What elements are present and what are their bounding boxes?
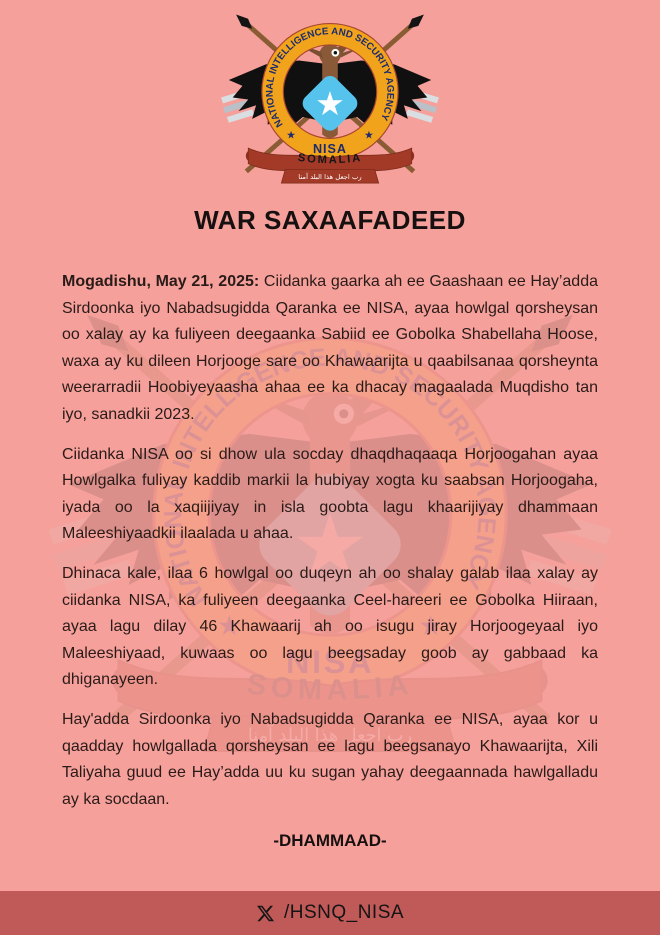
paragraph-text: Ciidanka gaarka ah ee Gaashaan ee Hay’adda Sirdoonka iyo Nabadsugidda Qaranka ee NISA, ayaa howlgal qorsheysan oo xalay ay ka fuliyeen deegaanka Sabiid ee Gobolka Shabellaha Hoose, waxa ay ku dileen Horjooge sare oo Khawaarijta u qaabilsanaa qorsheynta weerarradii Hoobiyeyaasha ahaa ee ka dhacay magaalada Muqdisho tan iyo, sanadkii 2023. xyxy=(62,273,598,423)
page-title: WAR SAXAAFADEED xyxy=(194,205,466,235)
press-paragraph-3 xyxy=(62,561,598,694)
ring-star-left-icon: ★ xyxy=(286,128,296,142)
ring-star-right-icon: ★ xyxy=(364,128,374,142)
header xyxy=(0,0,660,236)
press-release-body xyxy=(0,269,660,851)
svg-text:SOMALIA: SOMALIA xyxy=(297,151,363,167)
svg-text:رب اجعل هذا البلد آمنا: رب اجعل هذا البلد آمنا xyxy=(298,173,362,182)
press-paragraph-1 xyxy=(62,269,598,429)
white-star-icon: ★ xyxy=(315,84,345,124)
ring-text: NATIONAL INTELLIGENCE AND SECURITY AGENCY xyxy=(264,26,396,129)
nisa-emblem xyxy=(213,8,447,188)
paragraph-text: Hay'adda Sirdoonka iyo Nabadsugidda Qaranka ee NISA, ayaa kor u qaadday howlgallada qorsheysan ee lagu beegsanayo Khawaarijta, Xili Taliyaha guud ee Hay’adda uu ku sugan yahay deegaannada hawlgalladu ay ka socdaan. xyxy=(62,710,598,808)
footer-bar xyxy=(0,891,660,935)
end-mark: -DHAMMAAD- xyxy=(273,831,387,851)
press-paragraph-2 xyxy=(62,442,598,548)
paragraph-text: Ciidanka NISA oo si dhow ula socday dhaqdhaqaaqa Horjoogahan ayaa Howlgalka fuliyay kaddib markii la hubiyay xogta ku saabsan Horjoogaha, iyada oo la xaqiijiyay in isla goobta lagu khaarijiyay dhammaan Maleeshiyaadkii ilaalada u ahaa. xyxy=(62,445,598,543)
paragraph-text: Dhinaca kale, ilaa 6 howlgal oo duqeyn ah oo shalay galab ilaa xalay ay ciidanka NISA, ka fuliyeen deegaanka Ceel-hareeri ee Gobolka Hiiraan, ayaa lagu dilay 46 Khawaarij ah oo isugu jiray Horjoogeyaal iyo Maleeshiyaad, kuwaas oo lagu beegsaday goob ay gabbaad ka dhiganayeen. xyxy=(62,564,598,689)
dateline: Mogadishu, May 21, 2025: xyxy=(62,273,260,290)
social-handle: /HSNQ_NISA xyxy=(283,902,405,923)
arabic-motto-ribbon xyxy=(281,170,378,184)
emblem-acronym: NISA xyxy=(312,141,348,156)
x-logo-icon xyxy=(256,904,275,923)
press-paragraph-4 xyxy=(62,707,598,813)
